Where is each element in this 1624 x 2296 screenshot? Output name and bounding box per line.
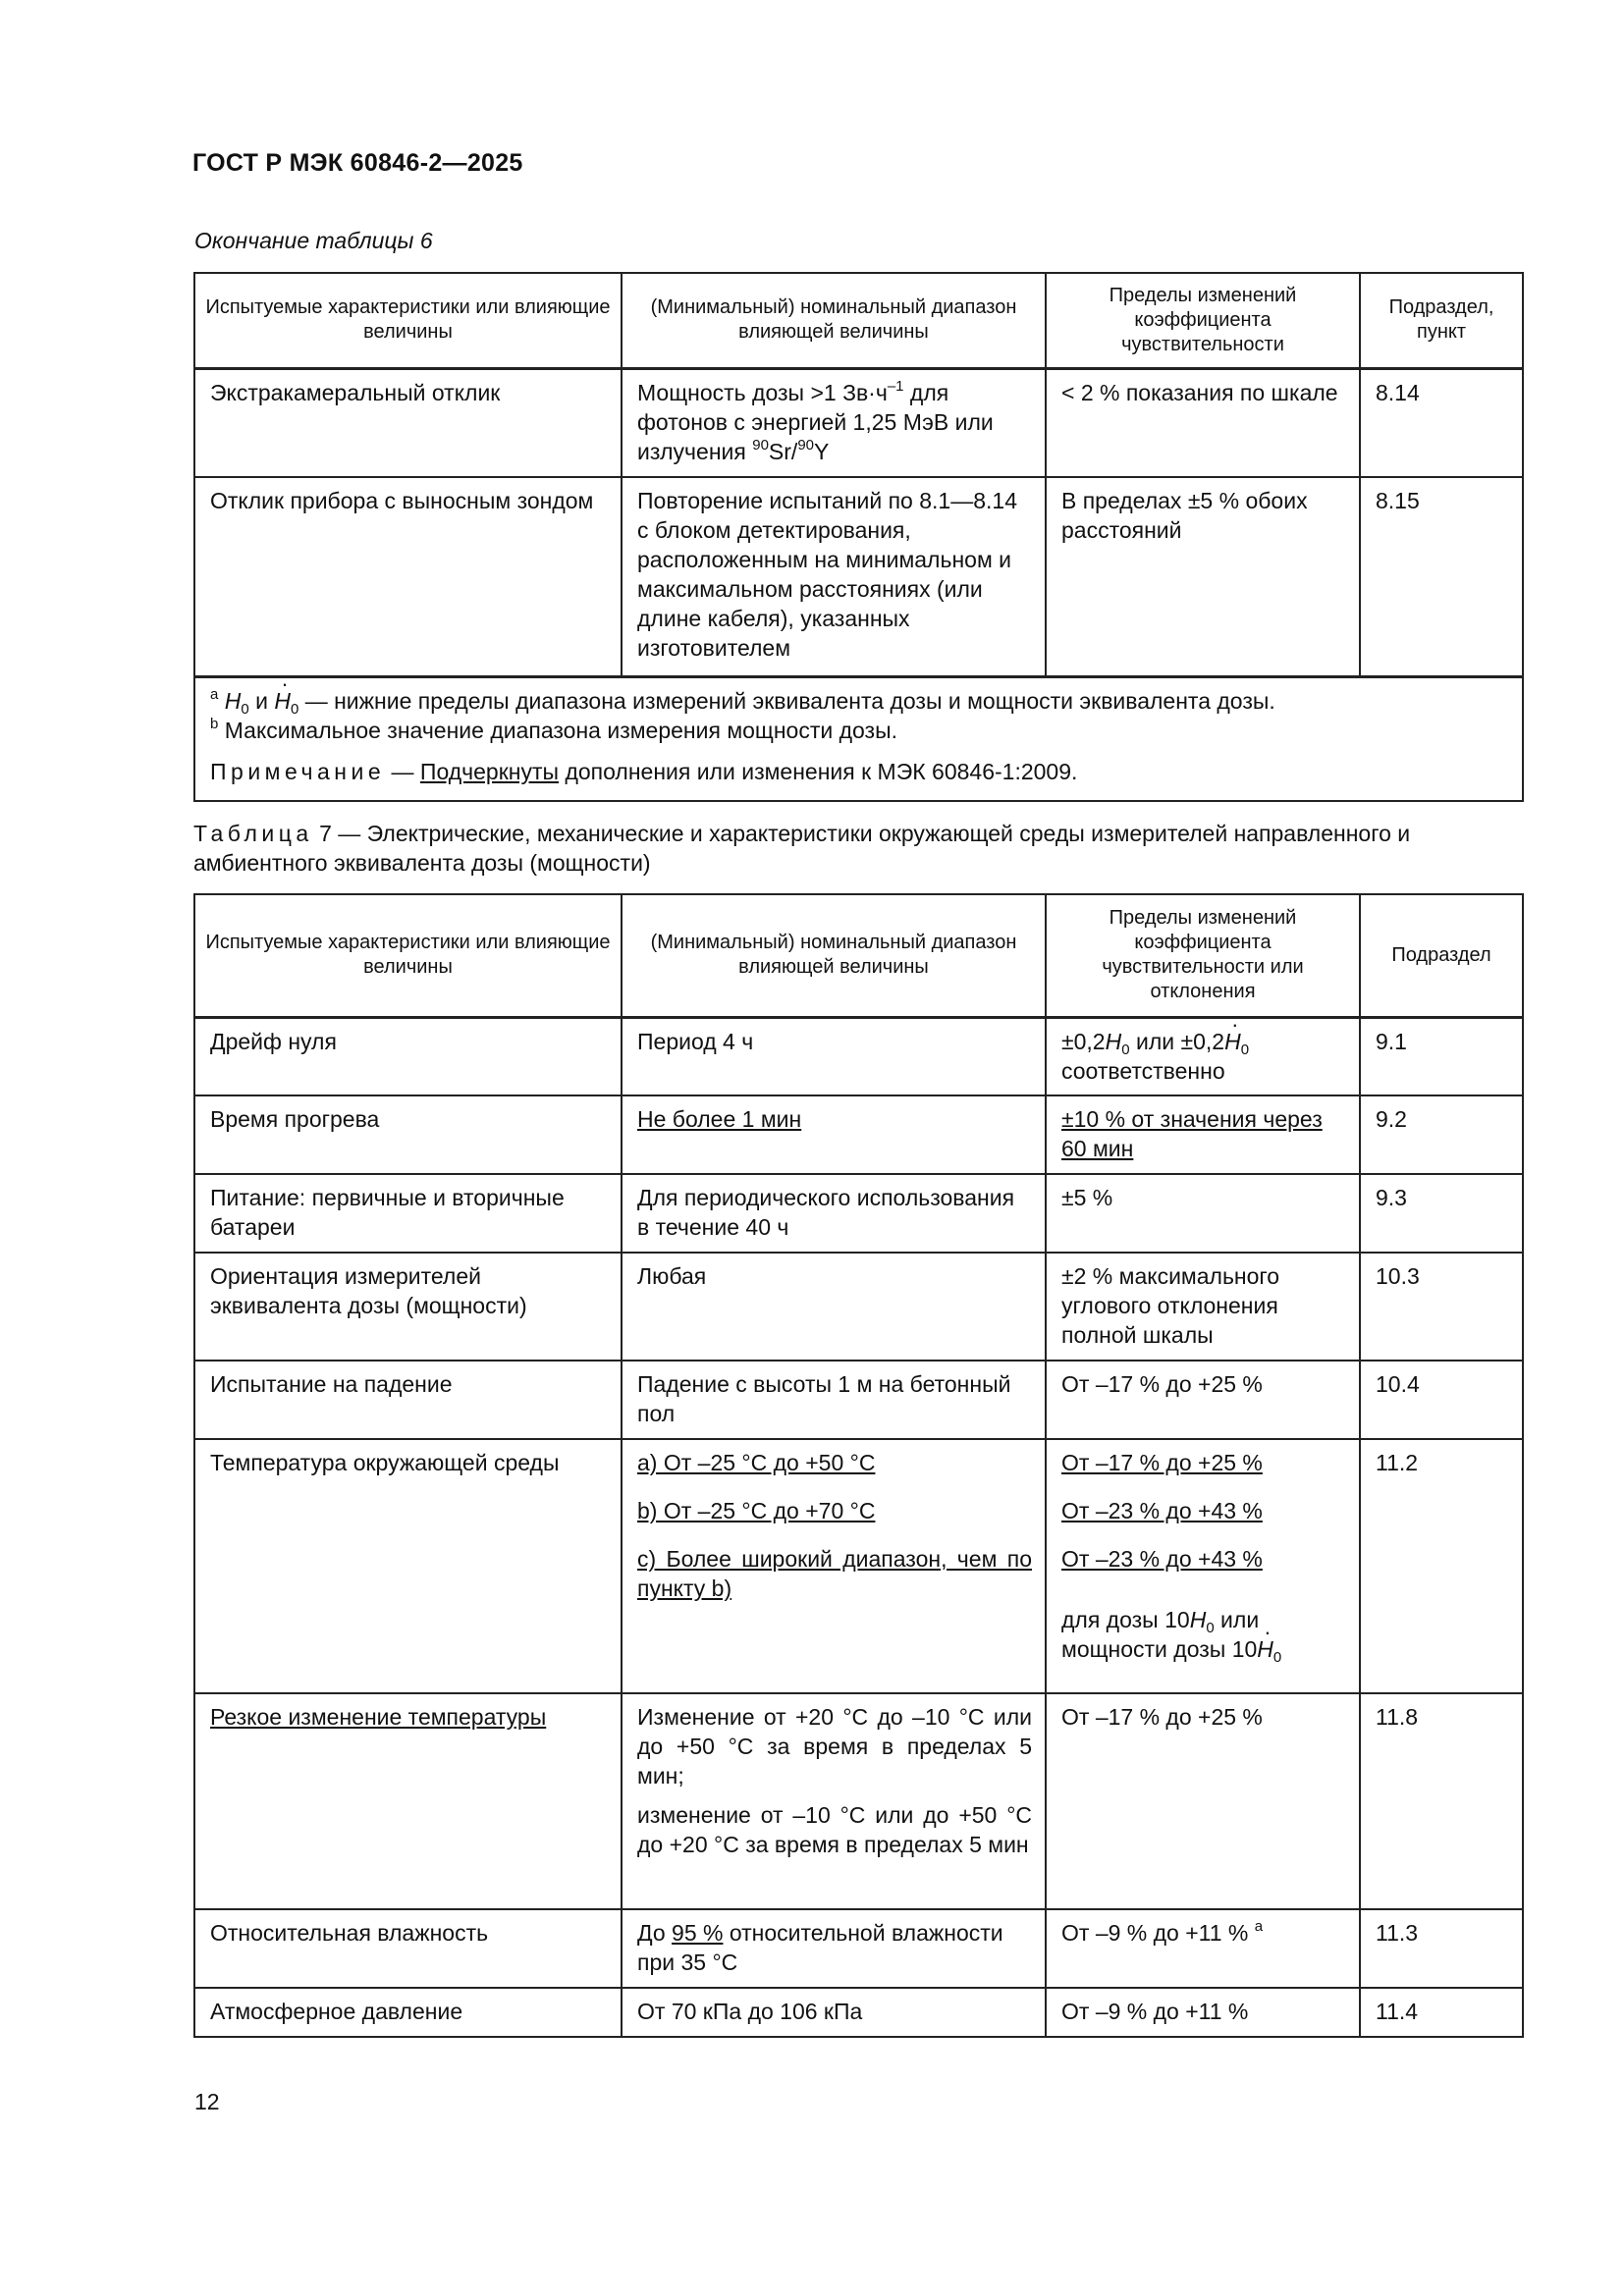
table-row [194,1693,1523,1909]
table7-header-limits: Пределы изменений коэффициента чувствительности или отклонения [1046,894,1360,1017]
table-cell-range: Любая [622,1253,1046,1361]
temperature-limit-note: для дозы $10H_0$ или мощности дозы $10\cdot H_0$ [1061,1605,1346,1664]
document-header-title: ГОСТ Р МЭК 60846-2—2025 [192,149,523,177]
table-row [194,1361,1523,1439]
table-cell-clause: 9.2 [1360,1095,1523,1174]
table-cell-characteristic: Время прогрева [194,1095,622,1174]
table7-header-range: (Минимальный) номинальный диапазон влияющей величины [622,894,1046,1017]
table-cell-limits: ±5 % [1046,1174,1360,1253]
table-cell-limits: От –9 % до +11 % [1046,1988,1360,2037]
table-cell-range: До 95 % относительной влажности при 35 °С [622,1909,1046,1988]
table-cell-range: Повторение испытаний по 8.1—8.14 с блоком детектирования, расположенным на минимальном и максимальном расстояниях (или длине кабеля), указанных изготовителем [622,477,1046,676]
table-continuation-label: Окончание таблицы 6 [194,228,433,253]
footnote-b: $^b$ Максимальное значение диапазона измерения мощности дозы. [210,715,898,743]
table-cell-characteristic: Температура окружающей среды [194,1439,622,1693]
table-row [194,1253,1523,1361]
table-row [194,1174,1523,1253]
table-cell-limits: ±10 % от значения через 60 мин [1046,1095,1360,1174]
table-cell-characteristic: Испытание на падение [194,1361,622,1439]
table-cell-range: Падение с высоты 1 м на бетонный пол [622,1361,1046,1439]
table-cell-limits [1046,1439,1360,1693]
temperature-range-c: с) Более широкий диапазон, чем по пункту b) [637,1546,1032,1601]
table-cell-range: Не более 1 мин [622,1095,1046,1174]
table-cell-range [622,1439,1046,1693]
table-cell-range: Мощность дозы >1 $Зв\cdot ч^{-1}$ для фотонов с энергией 1,25 МэВ или излучения $^{90}$Sr/$^{90}$Y [622,368,1046,477]
table-cell-clause: 9.3 [1360,1174,1523,1253]
temperature-range-b: b) От –25 °С до +70 °С [637,1498,876,1523]
table-row [194,1988,1523,2037]
table-cell-clause: 11.2 [1360,1439,1523,1693]
table-row [194,1095,1523,1174]
table-cell-range: Для периодического использования в течение 40 ч [622,1174,1046,1253]
table6-header-range: (Минимальный) номинальный диапазон влияющей величины [622,273,1046,368]
table7-caption: Таблица 7 — Электрические, механические и характеристики окружающей среды измерителей направленного и амбиентного эквивалента дозы (мощности) [193,821,1411,876]
table6-header-characteristic: Испытуемые характеристики или влияющие величины [194,273,622,368]
table-cell-limits: ±2 % максимального углового отклонения полной шкалы [1046,1253,1360,1361]
table-cell-limits: От –17 % до +25 % [1046,1693,1360,1909]
table7-header-characteristic: Испытуемые характеристики или влияющие величины [194,894,622,1017]
table-row [194,477,1523,676]
table6-header-limits: Пределы изменений коэффициента чувствительности [1046,273,1360,368]
table-cell-characteristic: Отклик прибора с выносным зондом [194,477,622,676]
table-row [194,1909,1523,1988]
table-cell-range: Период 4 ч [622,1017,1046,1095]
temperature-limit-c: От –23 % до +43 % [1061,1546,1263,1572]
table-cell-characteristic: Атмосферное давление [194,1988,622,2037]
table-cell-range: От 70 кПа до 106 кПа [622,1988,1046,2037]
table-cell-characteristic: Экстракамеральный отклик [194,368,622,477]
table-cell-clause: 11.4 [1360,1988,1523,2037]
table-row [194,1439,1523,1693]
table-cell-clause: 11.8 [1360,1693,1523,1909]
table-cell-characteristic: Ориентация измерителей эквивалента дозы (мощности) [194,1253,622,1361]
table-cell-limits: От –9 % до +11 % $^a$ [1046,1909,1360,1988]
table-cell-clause: 9.1 [1360,1017,1523,1095]
table-cell-range [622,1693,1046,1909]
page-number: 12 [194,2089,220,2114]
table6-footnotes-row [194,676,1523,801]
table-row [194,1017,1523,1095]
table-cell-clause: 8.14 [1360,368,1523,477]
table-cell-limits: От –17 % до +25 % [1046,1361,1360,1439]
table7-header-clause: Подраздел [1360,894,1523,1017]
table-cell-characteristic: Резкое изменение температуры [194,1693,622,1909]
table-cell-clause: 10.3 [1360,1253,1523,1361]
table-cell-characteristic: Дрейф нуля [194,1017,622,1095]
thermal-shock-range-a: Изменение от +20 °С до –10 °С или до +50 °С за время в пределах 5 мин; [637,1704,1032,1789]
table-cell-limits: В пределах ±5 % обоих расстояний [1046,477,1360,676]
table-cell-limits: $\pm 0,2H_0$ или $\pm 0,2\cdot H_0$ соответственно [1046,1017,1360,1095]
table-6 [193,272,1524,802]
table-cell-characteristic: Относительная влажность [194,1909,622,1988]
table-cell-clause: 8.15 [1360,477,1523,676]
table-cell-clause: 10.4 [1360,1361,1523,1439]
table-cell-clause: 11.3 [1360,1909,1523,1988]
table-cell-characteristic: Питание: первичные и вторичные батареи [194,1174,622,1253]
table6-header-clause: Подраздел, пункт [1360,273,1523,368]
temperature-limit-b: От –23 % до +43 % [1061,1498,1263,1523]
temperature-limit-a: От –17 % до +25 % [1061,1450,1263,1475]
table-7 [193,893,1524,2038]
table6-note: Примечание — Подчеркнуты дополнения или изменения к МЭК 60846-1:2009. [210,758,1078,784]
footnote-a: $^a$ $H_0$ $и \cdot H_0$ — нижние пределы диапазона измерений эквивалента дозы и мощности эквивалента дозы. [210,686,1509,716]
table-cell-limits: < 2 % показания по шкале [1046,368,1360,477]
temperature-range-a: а) От –25 °С до +50 °С [637,1450,876,1475]
thermal-shock-range-b: изменение от –10 °С или до +50 °С до +20 °С за время в пределах 5 мин [637,1802,1032,1857]
table-row [194,368,1523,477]
